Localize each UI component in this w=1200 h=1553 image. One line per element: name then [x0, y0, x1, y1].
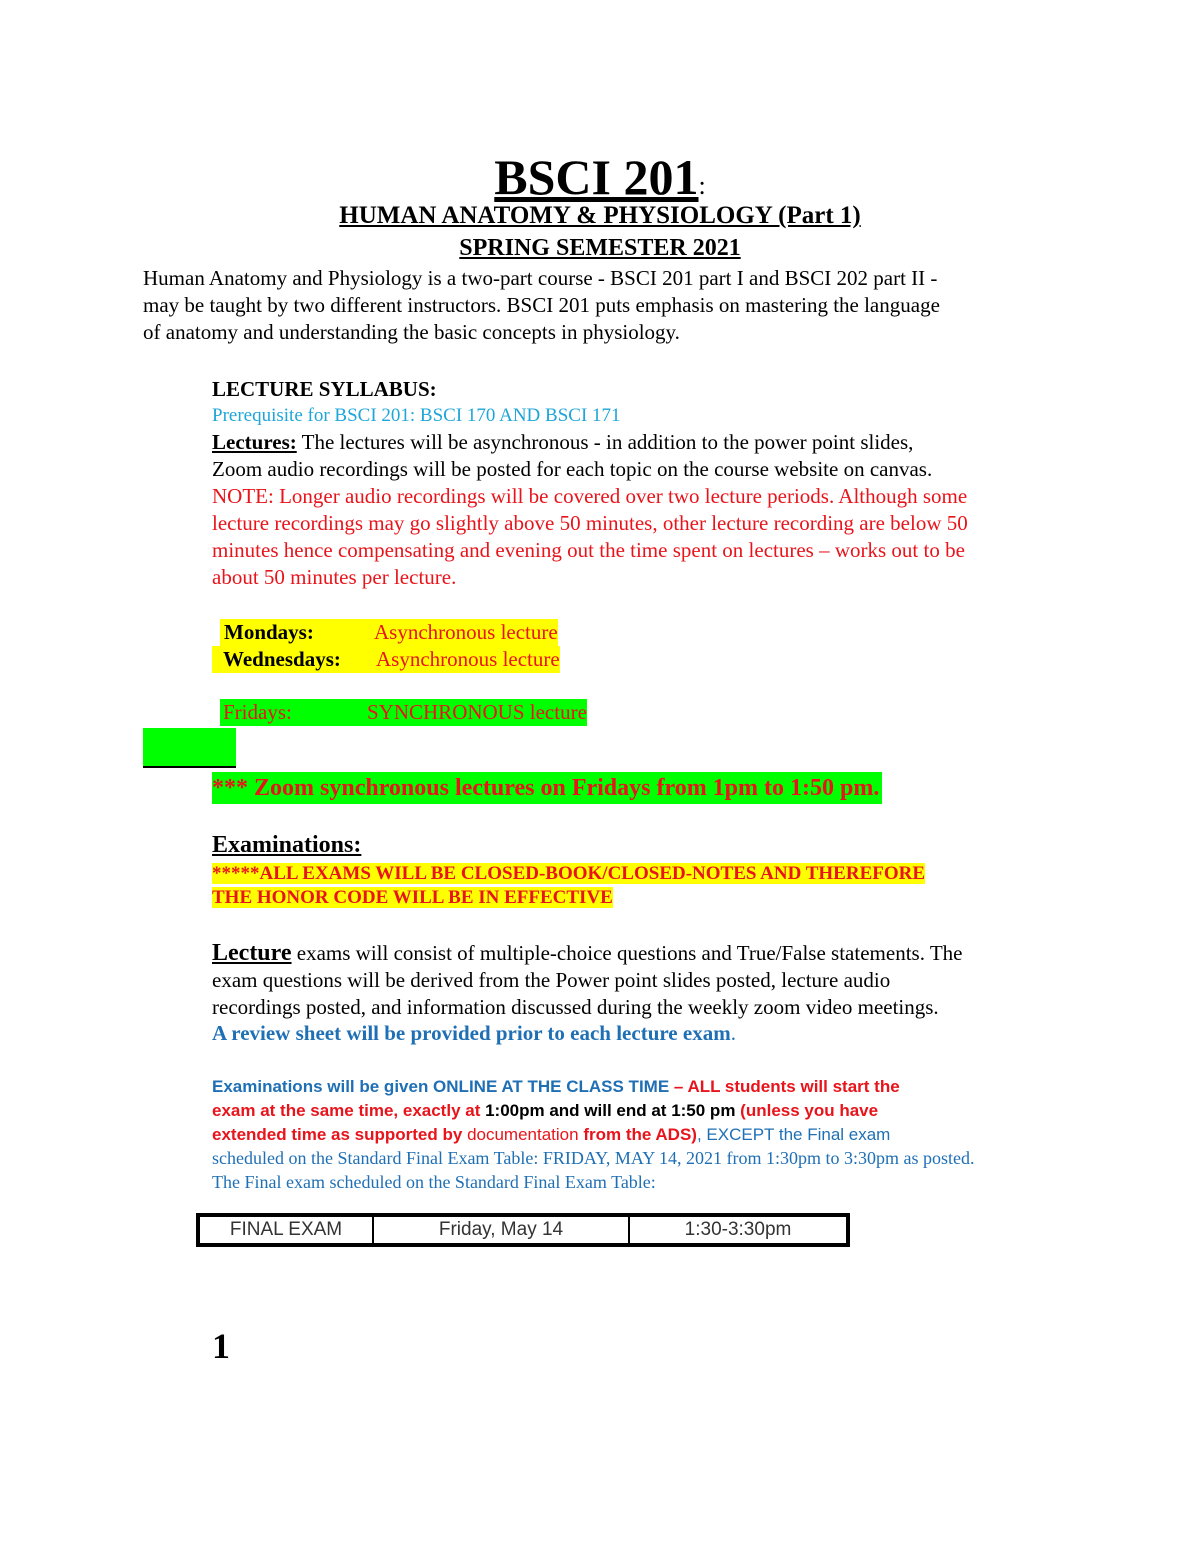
course-subtitle: HUMAN ANATOMY & PHYSIOLOGY (Part 1)	[339, 202, 861, 229]
monday-value: Asynchronous lecture	[374, 620, 558, 644]
intro-line: Human Anatomy and Physiology is a two-part course - BSCI 201 part I and BSCI 202 part II -	[143, 266, 938, 290]
wednesday-value: Asynchronous lecture	[376, 647, 560, 671]
lecture-note	[212, 483, 968, 591]
note-line: NOTE: Longer audio recordings will be covered over two lecture periods. Although some	[212, 484, 968, 508]
standard-exam-note	[212, 1146, 975, 1194]
closed-line: THE HONOR CODE WILL BE IN EFFECTIVE	[212, 887, 613, 908]
lecture-exams-paragraph	[212, 940, 962, 1021]
closed-book-notice	[212, 862, 925, 910]
zoom-note: *** Zoom synchronous lectures on Fridays from 1pm to 1:50 pm.	[212, 772, 882, 804]
schedule-monday	[220, 619, 558, 646]
intro-paragraph	[143, 265, 940, 346]
lecture-label: Lecture	[212, 940, 292, 966]
lecture-exam-text: exam questions will be derived from the Power point slides posted, lecture audio	[212, 968, 891, 992]
monday-label: Mondays:	[224, 620, 314, 644]
prerequisite-line: Prerequisite for BSCI 201: BSCI 170 AND BSCI 171	[212, 405, 621, 426]
lecture-exam-text: exams will consist of multiple-choice questions and True/False statements. The	[291, 941, 963, 965]
semester-heading: SPRING SEMESTER 2021	[459, 235, 741, 261]
lectures-label: Lectures:	[212, 430, 297, 454]
friday-value: SYNCHRONOUS lecture	[367, 700, 587, 724]
schedule-wednesday	[212, 646, 560, 673]
table-cell: FINAL EXAM	[198, 1215, 373, 1245]
note-line: about 50 minutes per lecture.	[212, 565, 457, 589]
closed-line: *****ALL EXAMS WILL BE CLOSED-BOOK/CLOSED-NOTES AND THEREFORE	[212, 863, 926, 884]
lectures-paragraph	[212, 429, 932, 483]
table-cell: 1:30-3:30pm	[629, 1215, 848, 1245]
course-title: BSCI 201:	[494, 149, 706, 205]
review-sheet-note: A review sheet will be provided prior to each lecture exam.	[212, 1021, 736, 1045]
lecture-exam-text: recordings posted, and information discussed during the weekly zoom video meetings.	[212, 995, 939, 1019]
lecture-syllabus-heading: LECTURE SYLLABUS:	[212, 377, 437, 401]
highlight-bar	[143, 728, 236, 768]
lectures-text: Zoom audio recordings will be posted for each topic on the course website on canvas.	[212, 457, 933, 481]
standard-exam-line: scheduled on the Standard Final Exam Table: FRIDAY, MAY 14, 2021 from 1:30pm to 3:30pm as posted.	[212, 1148, 975, 1168]
note-line: minutes hence compensating and evening out the time spent on lectures – works out to be	[212, 538, 965, 562]
final-exam-table	[196, 1213, 850, 1247]
lectures-text: The lectures will be asynchronous - in addition to the power point slides,	[296, 430, 914, 454]
schedule-friday	[220, 699, 587, 726]
intro-line: may be taught by two different instructors. BSCI 201 puts emphasis on mastering the language	[143, 293, 940, 317]
intro-line: of anatomy and understanding the basic concepts in physiology.	[143, 320, 680, 344]
note-line: lecture recordings may go slightly above 50 minutes, other lecture recording are below 50	[212, 511, 968, 535]
online-exam-notice: Examinations will be given ONLINE AT THE CLASS TIME – ALL students will start the exam at the same time, exactly at 1:00pm and will end at 1:50 pm (unless you have extended time as supported by documentation from the ADS), EXCEPT the Final exam	[212, 1077, 900, 1144]
standard-exam-line: The Final exam scheduled on the Standard Final Exam Table:	[212, 1172, 656, 1192]
wednesday-label: Wednesdays:	[223, 647, 341, 671]
table-cell: Friday, May 14	[373, 1215, 629, 1245]
friday-label: Fridays:	[223, 700, 292, 724]
page-number: 1	[212, 1326, 230, 1366]
examinations-heading: Examinations:	[212, 832, 362, 858]
table-row	[198, 1215, 848, 1245]
